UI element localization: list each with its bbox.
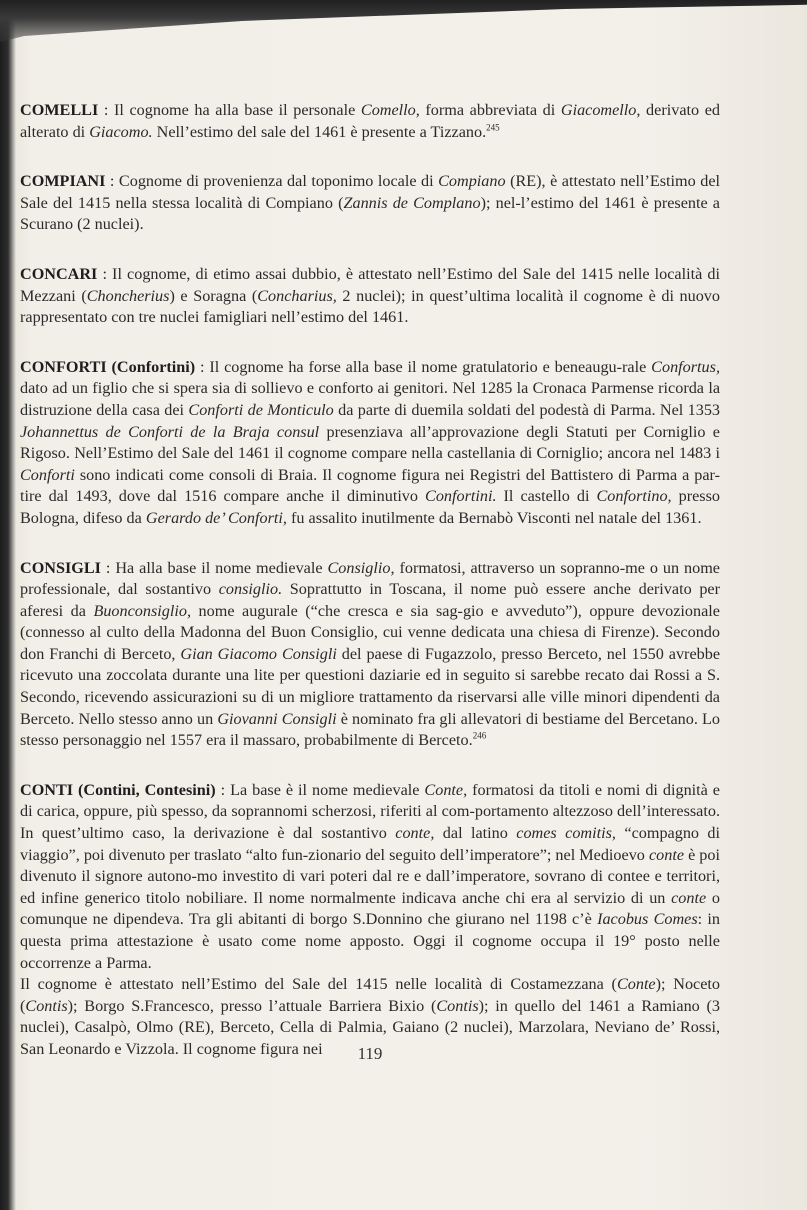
footnote-ref: 246 [472, 730, 487, 741]
entry-text: o comunque ne dipendeva. Tra gli abitanti di borgo S.Donnino che giurano nel 1198 c’è [20, 888, 721, 929]
entry-italic: Comello, [360, 101, 420, 119]
entry-italic: Compiano [438, 172, 506, 191]
entry-italic: Contis [25, 996, 68, 1015]
entry-compiani [20, 171, 720, 236]
entry-italic: Consiglio, [327, 558, 395, 577]
entry-heading: CONSIGLI [20, 558, 101, 577]
entry-italic: Conforti de Monticulo [188, 400, 334, 419]
entry-text: è poi divenuto il signore autono-mo investito di vari poteri dal re e dall’imperatore, sovrano di contee e territori, ed infine generico titolo nobiliare. Il nome normalmente indicava anche chi era al servizio di un [20, 845, 720, 907]
page-gutter-shadow [0, 0, 16, 1210]
entry-text: : Ha alla base il nome medievale [100, 558, 328, 577]
entry-text: dal latino [434, 824, 517, 843]
entry-text: presenziava all’approvazione degli Statuti per Corniglio e Rigoso. Nell’Estimo del Sale del 1461 il cognome compare nella castellania di Corniglio; ancora nel 1483 i [20, 422, 720, 463]
entry-italic: consiglio. [218, 580, 283, 599]
entry-heading: CONTI (Contini, Contesini) [20, 780, 216, 799]
entry-italic: Zannis de Complano [343, 193, 481, 212]
entry-paragraph [20, 780, 720, 974]
entry-italic: Giacomello, [560, 101, 641, 119]
entry-italic: Confortini. [425, 487, 497, 506]
entry-italic: Conte [616, 975, 656, 994]
entry-text: : Il cognome ha alla base il personale [98, 101, 361, 119]
entry-italic: Concharius, [257, 286, 337, 305]
entry-italic: Conforti [20, 465, 75, 484]
entry-text: : Il cognome ha forse alla base il nome gratulatorio e beneaugu-rale [195, 357, 652, 376]
entry-italic: conte [648, 845, 685, 864]
entry-text: derivato ed alterato di [20, 101, 720, 141]
entry-text: : La base è il nome medievale [215, 780, 425, 799]
entry-italic: Confortino, [596, 487, 672, 506]
footnote-ref: 245 [486, 122, 500, 133]
entry-consigli [20, 558, 720, 752]
entry-text: ); in quello del 1461 a Ramiano (3 nuclei), Casalpò, Olmo (RE), Berceto, Cella di Palmia, Gaiano (2 nuclei), Marzolara, Neviano de’ Rossi, San Leonardo e Vizzola. Il cognome figura nei [20, 996, 720, 1058]
entry-text: dato ad un figlio che si spera sia di sollievo e conforto ai genitori. Nel 1285 la Cronaca Parmense ricorda la distruzione della casa dei [20, 379, 720, 419]
entry-italic: conte, [395, 824, 435, 843]
entry-paragraph [20, 264, 720, 329]
entry-text: forma abbreviata di [419, 101, 561, 119]
entry-text: è nominato fra gli allevatori di bestiame del Bercetano. Lo stesso personaggio nel 1557 era il massaro, probabilmente di Berceto. [20, 709, 720, 750]
entry-heading: COMELLI [20, 101, 99, 119]
page-top-shadow [0, 0, 807, 60]
entry-concari [20, 264, 720, 329]
entry-italic: Johannettus de Conforti de la Braja consul [20, 422, 320, 441]
entry-text: da parte di duemila soldati del podestà di Parma. Nel 1353 [333, 400, 721, 419]
entry-text: Il castello di [496, 487, 597, 506]
entry-text: ); nel-l’estimo del 1461 è presente a Scurano (2 nuclei). [20, 193, 720, 234]
entry-paragraph [20, 558, 720, 752]
entry-paragraph [20, 171, 720, 236]
entry-text: : Il cognome, di etimo assai dubbio, è attestato nell’Estimo del Sale del 1415 nelle località di Mezzani ( [20, 264, 720, 305]
entry-italic: Gerardo de’ Conforti, [145, 508, 287, 527]
entry-text: fu assalito inutilmente da Bernabò Visconti nel natale del 1361. [286, 508, 702, 527]
entry-italic: Conte, [424, 780, 468, 799]
entry-text: formatosi, attraverso un sopranno-me o un nome professionale, dal sostantivo [20, 558, 720, 599]
entry-italic: Buonconsiglio, [93, 601, 192, 620]
entry-text: “compagno di viaggio”, poi divenuto per traslato “alto fun-zionario del seguito dell’imperatore”; nel Medioevo [20, 824, 721, 864]
entry-text: ); Borgo S.Francesco, presso l’attuale Barriera Bixio ( [67, 996, 437, 1015]
entry-heading: CONCARI [20, 264, 98, 283]
entry-text: Soprattutto in Toscana, il nome può essere anche derivato per aferesi da [20, 580, 720, 620]
entry-paragraph [20, 357, 720, 530]
entry-italic: Confortus, [651, 357, 720, 376]
entry-italic: Iacobus Comes [597, 910, 698, 929]
entry-italic: Giovanni Consigli [217, 709, 337, 728]
entry-text: presso Bologna, difeso da [20, 487, 720, 527]
page-text [20, 100, 720, 1089]
entry-text: Il cognome è attestato nell’Estimo del Sale del 1415 nelle località di Costamezzana ( [20, 975, 617, 994]
entry-comelli [20, 100, 720, 143]
entry-paragraph [20, 100, 720, 143]
entry-italic: Contis [436, 996, 479, 1015]
entry-text: del paese di Fugazzolo, presso Berceto, nel 1550 avrebbe ricevuto una zoccolata durante una lite per questioni daziarie ed in seguito si sarebbe recato dai Rossi a S. Secondo, ricevendo assicurazioni su di un migliore trattamento da riservarsi alle ville minori dipendenti da Berceto. Nello stesso anno un [20, 644, 721, 728]
entry-text: ); Noceto ( [20, 975, 721, 1015]
entry-text: sono indicati come consoli di Braia. Il cognome figura nei Registri del Battistero di Parma a par-tire dal 1493, dove dal 1516 compare anche il diminutivo [20, 465, 720, 506]
entry-italic: conte [671, 888, 707, 907]
entry-conforti [20, 357, 720, 530]
entry-text: 2 nuclei); in quest’ultima località il cognome è di nuovo rappresentato con tre nuclei famigliari nell’estimo del 1461. [20, 286, 720, 327]
page-number: 119 [357, 1044, 383, 1063]
entry-text: formatosi da titoli e nomi di dignità e di carica, oppure, più spesso, da soprannomi scherzosi, riferiti al com-portamento altezzoso dell’interessato. In quest’ultimo caso, la derivazione è dal sostantivo [20, 780, 720, 843]
entry-text: : Cognome di provenienza dal toponimo locale di [105, 172, 439, 191]
entry-text: nome augurale (“che cresca e sia sag-gio e avveduto”), oppure devozionale (connesso al culto della Madonna del Buon Consiglio, cui venne dedicata una chiesa di Firenze). Secondo don Franchi di Berceto, [20, 601, 720, 663]
entry-italic: Choncherius [86, 286, 170, 305]
entry-text: ) e Soragna ( [169, 286, 258, 305]
entry-heading: COMPIANI [20, 172, 106, 191]
entry-italic: comes comitis, [516, 824, 616, 843]
entry-conti [20, 780, 720, 1061]
entry-text: Nell’estimo del sale del 1461 è presente a Tizzano. [152, 122, 487, 141]
entry-italic: Gian Giacomo Consigli [180, 644, 337, 663]
entry-text: (RE), è attestato nell’Estimo del Sale del 1415 nella stessa località di Compiano ( [20, 172, 720, 212]
entry-text: : in questa prima attestazione è usato come nome apposto. Oggi il cognome occupa il 19° posto nelle occorrenze a Parma. [20, 910, 720, 972]
entry-italic: Giacomo. [89, 122, 153, 141]
entry-heading: CONFORTI (Confortini) [20, 357, 196, 376]
